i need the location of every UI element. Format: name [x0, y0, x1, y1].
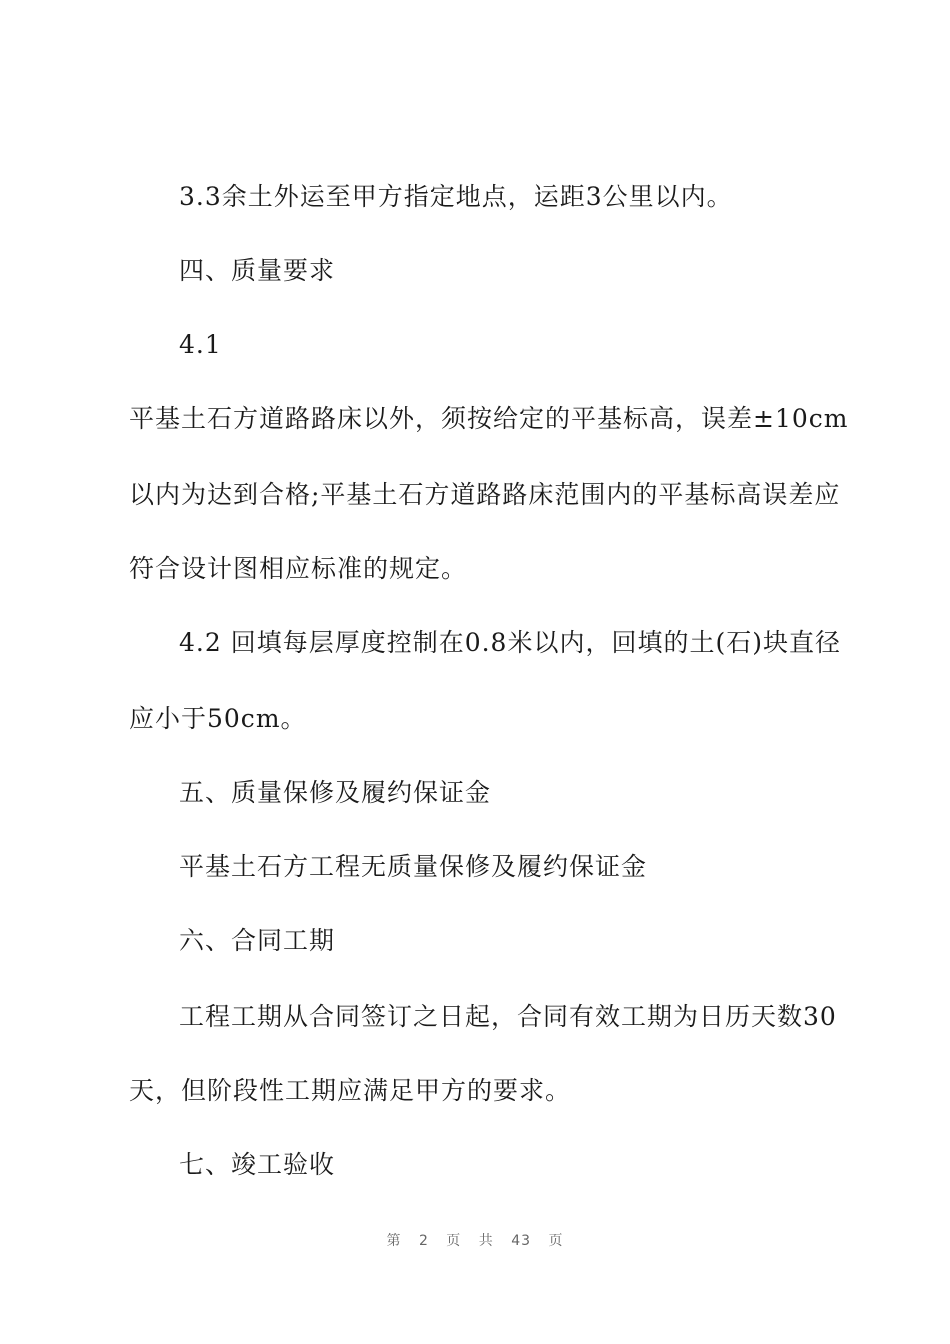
heading-contract-period: 六、合同工期 — [179, 926, 336, 955]
paragraph-3-3: 3.3余土外运至甲方指定地点，运距3公里以内。 — [179, 182, 733, 211]
clause-4-2-line-2: 应小于50cm。 — [129, 704, 307, 733]
heading-quality-requirements: 四、质量要求 — [179, 256, 336, 285]
paragraph-period-line-1: 工程工期从合同签订之日起，合同有效工期为日历天数30 — [179, 1002, 837, 1031]
clause-4-2-line-1: 4.2 回填每层厚度控制在0.8米以内，回填的土(石)块直径 — [179, 628, 841, 657]
heading-completion-acceptance: 七、竣工验收 — [179, 1150, 336, 1179]
clause-4-1-line-2: 以内为达到合格;平基土石方道路路床范围内的平基标高误差应 — [129, 480, 841, 509]
heading-warranty-deposit: 五、质量保修及履约保证金 — [179, 778, 492, 807]
clause-4-1-line-3: 符合设计图相应标准的规定。 — [129, 554, 468, 583]
paragraph-period-line-2: 天，但阶段性工期应满足甲方的要求。 — [129, 1076, 572, 1105]
clause-number-4-1: 4.1 — [179, 330, 222, 359]
paragraph-no-warranty: 平基土石方工程无质量保修及履约保证金 — [179, 852, 648, 881]
clause-4-1-line-1: 平基土石方道路路床以外，须按给定的平基标高，误差±10cm — [129, 404, 849, 433]
page-number-footer: 第 2 页 共 43 页 — [386, 1233, 564, 1249]
